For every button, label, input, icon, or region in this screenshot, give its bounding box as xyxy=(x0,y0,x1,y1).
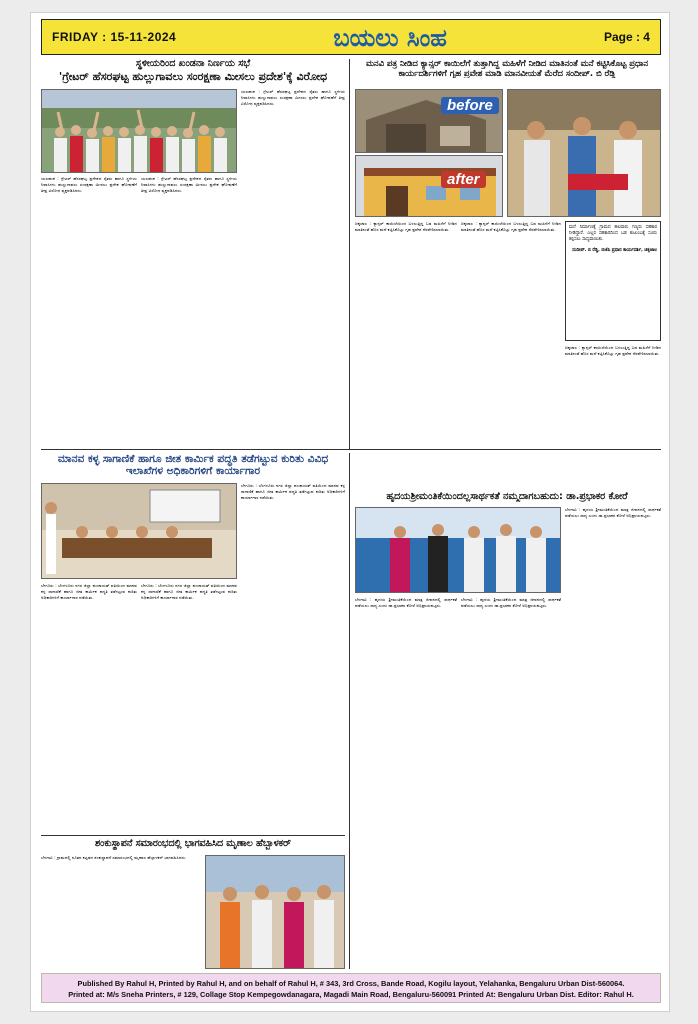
foundation-ceremony-image xyxy=(206,856,345,969)
story2-group-photo xyxy=(507,89,661,217)
story2-body-c: ಚಿಕ್ಕಜಾಲ : ಕ್ಯಾನ್ಸರ್ ಕಾಯಿಲೆಯಿಂದ ಬಳಲುತ್ತಿದ್ದ ಬಡ ಮಹಿಳೆಗೆ ನೀಡಿದ ಮಾತಿನಂತೆ ಹೊಸ ಮನೆ ಕಟ್ಟಿಸಿಕೊಟ್ಟು ಗೃಹ ಪ್ರವೇಶ ನೆರವೇರಿಸಲಾಯಿತು. xyxy=(565,345,661,356)
masthead xyxy=(41,19,661,55)
story3-body: ಬೇಗೂರು : ಬೆಂಗಳೂರು ನಗರ ಜಿಲ್ಲಾ ಪಂಚಾಯತ್ ವತಿಯಿಂದ ಮಾನವ ಕಳ್ಳ ಸಾಗಾಣಿಕೆ ಹಾಗೂ ಜೀತ ಕಾರ್ಮಿಕ ಪದ್ಧತಿ ತಡೆಗಟ್ಟುವ ಕುರಿತು ಅಧಿಕಾರಿಗಳಿಗೆ ಕಾರ್ಯಾಗಾರ ನಡೆಯಿತು. xyxy=(41,583,137,600)
story2-column-c xyxy=(565,345,661,446)
story5-body: ಬೆಳಗಾವಿ : ಗ್ರಾಮದಲ್ಲಿ ನೂತನ ಕಟ್ಟಡದ ಶಂಕುಸ್ಥಾಪನೆ ಸಮಾರಂಭದಲ್ಲಿ ಮೃಣಾಲ ಹೆಬ್ಬಾಳಕರ್ ಭಾಗವಹಿಸಿದರು. xyxy=(41,855,187,860)
story4-column-a xyxy=(355,597,457,969)
story2-body: ಚಿಕ್ಕಜಾಲ : ಕ್ಯಾನ್ಸರ್ ಕಾಯಿಲೆಯಿಂದ ಬಳಲುತ್ತಿದ್ದ ಬಡ ಮಹಿಳೆಗೆ ನೀಡಿದ ಮಾತಿನಂತೆ ಹೊಸ ಮನೆ ಕಟ್ಟಿಸಿಕೊಟ್ಟು ಗೃಹ ಪ್ರವೇಶ ನೆರವೇರಿಸಲಾಯಿತು. xyxy=(355,221,457,232)
story4-body: ಬೆಳಗಾವಿ : ಹೃದಯ ಶ್ರೀಮಂತಿಕೆಯಿಂದ ಮಾತ್ರ ಜೀವನದಲ್ಲಿ ಸಾರ್ಥಕತೆ ಪಡೆಯಲು ಸಾಧ್ಯ ಎಂದು ಡಾ.ಪ್ರಭಾಕರ ಕೋರೆ ಅಭಿಪ್ರಾಯಪಟ್ಟರು. xyxy=(355,597,457,608)
story3-body-b: ಬೇಗೂರು : ಬೆಂಗಳೂರು ನಗರ ಜಿಲ್ಲಾ ಪಂಚಾಯತ್ ವತಿಯಿಂದ ಮಾನವ ಕಳ್ಳ ಸಾಗಾಣಿಕೆ ಹಾಗೂ ಜೀತ ಕಾರ್ಮಿಕ ಪದ್ಧತಿ ತಡೆಗಟ್ಟುವ ಕುರಿತು ಅಧಿಕಾರಿಗಳಿಗೆ ಕಾರ್ಯಾಗಾರ ನಡೆಯಿತು. xyxy=(141,583,237,600)
story3-column-a xyxy=(41,583,137,831)
story3-column-b xyxy=(141,583,237,831)
story2-column-a xyxy=(355,221,457,446)
newspaper-page xyxy=(30,12,670,1012)
ceremony-image xyxy=(356,508,561,593)
story2-quote: ಮನೆ ನಿರ್ಮಾಣಕ್ಕೆ ಗ್ರಾಮದ ಹಲವಾರು ಗಣ್ಯರು ಸಹಕಾರ ನೀಡಿದ್ದಾರೆ. ಎಲ್ಲರ ಸಹಕಾರದಿಂದ ಬಡ ಕುಟುಂಬಕ್ಕೆ ಸೂರು ಕಲ್ಪಿಸಲು ಸಾಧ್ಯವಾಯಿತು. xyxy=(569,225,657,243)
story5-headline: ಶಂಕುಸ್ಥಾಪನೆ ಸಮಾರಂಭದಲ್ಲಿ ಭಾಗವಹಿಸಿದ ಮೃಣಾಲ ಹೆಬ್ಬಾಳಕರ್ xyxy=(95,839,291,849)
protest-crowd-image xyxy=(42,90,237,173)
story1-photo xyxy=(41,89,237,173)
story3-headline: ಮಾನವ ಕಳ್ಳ ಸಾಗಾಣಿಕೆ ಹಾಗೂ ಜೀತ ಕಾರ್ಮಿಕ ಪದ್ಧತಿ ತಡೆಗಟ್ಟುವ ಕುರಿತು ವಿವಿಧ ಇಲಾಖೆಗಳ ಅಧಿಕಾರಿಗಳಿಗೆ ಕಾರ್ಯಾಗಾರ xyxy=(57,453,329,478)
story2-column-b xyxy=(461,221,561,446)
imprint-footer xyxy=(41,973,661,1003)
story3-photo xyxy=(41,483,237,579)
story3-body-continued: ಬೇಗೂರು : ಬೆಂಗಳೂರು ನಗರ ಜಿಲ್ಲಾ ಪಂಚಾಯತ್ ವತಿಯಿಂದ ಮಾನವ ಕಳ್ಳ ಸಾಗಾಣಿಕೆ ಹಾಗೂ ಜೀತ ಕಾರ್ಮಿಕ ಪದ್ಧತಿ ತಡೆಗಟ್ಟುವ ಕುರಿತು ಅಧಿಕಾರಿಗಳಿಗೆ ಕಾರ್ಯಾಗಾರ ನಡೆಯಿತು. xyxy=(241,483,345,500)
story1-kicker: ಸ್ಥಳೀಯರಿಂದ ಖಂಡನಾ ನಿರ್ಣಯ ಸಭೆ xyxy=(135,59,251,69)
column-divider-lower xyxy=(349,453,350,969)
story5-photo xyxy=(205,855,345,969)
story4-body-b: ಬೆಳಗಾವಿ : ಹೃದಯ ಶ್ರೀಮಂತಿಕೆಯಿಂದ ಮಾತ್ರ ಜೀವನದಲ್ಲಿ ಸಾರ್ಥಕತೆ ಪಡೆಯಲು ಸಾಧ್ಯ ಎಂದು ಡಾ.ಪ್ರಭಾಕರ ಕೋರೆ ಅಭಿಪ್ರಾಯಪಟ್ಟರು. xyxy=(461,597,561,608)
story4-body-c: ಬೆಳಗಾವಿ : ಹೃದಯ ಶ್ರೀಮಂತಿಕೆಯಿಂದ ಮಾತ್ರ ಜೀವನದಲ್ಲಿ ಸಾರ್ಥಕತೆ ಪಡೆಯಲು ಸಾಧ್ಯ ಎಂದು ಡಾ.ಪ್ರಭಾಕರ ಕೋರೆ ಅಭಿಪ್ರಾಯಪಟ್ಟರು. xyxy=(565,507,661,518)
story5-column xyxy=(41,855,201,969)
issue-date: FRIDAY : 15-11-2024 xyxy=(52,30,177,44)
story1-column-a xyxy=(41,176,137,444)
before-label: before xyxy=(441,97,499,114)
section-divider xyxy=(41,449,661,450)
paper-title: ಬಯಲು ಸಿಂಹ xyxy=(333,22,447,52)
story3-column-right xyxy=(241,483,345,831)
story1-body-b: ಯಲಹಂಕ : ಗ್ರೇಟರ್ ಹೆಸರಘಟ್ಟ ಪ್ರದೇಶದ ರೈತರು ಹಾಗೂ ಸ್ಥಳೀಯ ನಿವಾಸಿಗಳು ಹುಲ್ಲುಗಾವಲು ಸಂರಕ್ಷಣಾ ಮೀಸಲು ಪ್ರದೇಶ ಘೋಷಣೆಗೆ ತೀವ್ರ ವಿರೋಧ ವ್ಯಕ್ತಪಡಿಸಿದರು. xyxy=(141,176,237,193)
imprint-line-2: Printed at: M/s Sneha Printers, # 129, Collage Stop Kempegowdanagara, Magadi Main Road, Bengaluru-560091 Printed At: Bengaluru Urban Dist. Editor: Rahul H. xyxy=(68,990,634,999)
after-label: after xyxy=(441,171,486,188)
story1-column-b xyxy=(141,176,237,444)
griha-pravesha-image xyxy=(508,90,661,217)
workshop-image xyxy=(42,484,237,579)
page-number: Page : 4 xyxy=(603,30,650,44)
story5-divider xyxy=(41,835,345,836)
column-divider xyxy=(349,59,350,449)
story4-photo xyxy=(355,507,561,593)
story4-column-c xyxy=(565,507,661,969)
story4-column-b xyxy=(461,597,561,969)
imprint-line-1: Published By Rahul H, Printed by Rahul H, and on behalf of Rahul H, # 343, 3rd Cross, Bande Road, Kogilu layout, Yelahanka, Bengaluru Urban Dist-560064. xyxy=(77,979,625,988)
story1-column-right xyxy=(241,89,345,444)
story1-body: ಯಲಹಂಕ : ಗ್ರೇಟರ್ ಹೆಸರಘಟ್ಟ ಪ್ರದೇಶದ ರೈತರು ಹಾಗೂ ಸ್ಥಳೀಯ ನಿವಾಸಿಗಳು ಹುಲ್ಲುಗಾವಲು ಸಂರಕ್ಷಣಾ ಮೀಸಲು ಪ್ರದೇಶ ಘೋಷಣೆಗೆ ತೀವ್ರ ವಿರೋಧ ವ್ಯಕ್ತಪಡಿಸಿದರು. xyxy=(41,176,137,193)
story2-quote-author: ಸಂದೀಪ್. ಬಿ ರೆಡ್ಡಿ, ಬಿಜೆಪಿ ಪ್ರಧಾನ ಕಾರ್ಯದರ್ಶಿ, ಚಿಕ್ಕಜಾಲ xyxy=(572,247,657,253)
story4-headline: ಹೃದಯಶ್ರೀಮಂತಿಕೆಯಿಂದಲ್ಲಸಾರ್ಥಕತೆ ನಮ್ಮದಾಗಬಹುದು: ಡಾ.ಪ್ರಭಾಕರ ಕೋರೆ xyxy=(386,491,628,502)
story2-headline: ಮನವಿ ಪತ್ರ ನೀಡಿದ ಕ್ಯಾನ್ಸರ್ ಕಾಯಿಲೆಗೆ ತುತ್ತಾಗಿದ್ದ ಮಹಿಳೆಗೆ ನೀಡಿದ ಮಾತಿನಂತೆ ಮನೆ ಕಟ್ಟಿಸಿಕೊಟ್ಟ ಪ್ರಧಾನ ಕಾರ್ಯದರ್ಶಿಗಳಿಗೆ ಗೃಹ ಪ್ರವೇಶ ಮಾಡಿ ಮಾನವೀಯತೆ ಮೆರೆದ ಸಂದೀಪ್. ಬಿ ರೆಡ್ಡಿ xyxy=(365,59,649,78)
story2-body-b: ಚಿಕ್ಕಜಾಲ : ಕ್ಯಾನ್ಸರ್ ಕಾಯಿಲೆಯಿಂದ ಬಳಲುತ್ತಿದ್ದ ಬಡ ಮಹಿಳೆಗೆ ನೀಡಿದ ಮಾತಿನಂತೆ ಹೊಸ ಮನೆ ಕಟ್ಟಿಸಿಕೊಟ್ಟು ಗೃಹ ಪ್ರವೇಶ ನೆರವೇರಿಸಲಾಯಿತು. xyxy=(461,221,561,232)
story1-headline: 'ಗ್ರೇಟರ್ ಹೆಸರಘಟ್ಟ ಹುಲ್ಲುಗಾವಲು ಸಂರಕ್ಷಣಾ ಮೀಸಲು ಪ್ರದೇಶ'ಕ್ಕೆ ವಿರೋಧ xyxy=(58,71,328,83)
story2-quote-box xyxy=(565,221,661,341)
story1-body-continued: ಯಲಹಂಕ : ಗ್ರೇಟರ್ ಹೆಸರಘಟ್ಟ ಪ್ರದೇಶದ ರೈತರು ಹಾಗೂ ಸ್ಥಳೀಯ ನಿವಾಸಿಗಳು ಹುಲ್ಲುಗಾವಲು ಸಂರಕ್ಷಣಾ ಮೀಸಲು ಪ್ರದೇಶ ಘೋಷಣೆಗೆ ತೀವ್ರ ವಿರೋಧ ವ್ಯಕ್ತಪಡಿಸಿದರು. xyxy=(241,89,345,106)
